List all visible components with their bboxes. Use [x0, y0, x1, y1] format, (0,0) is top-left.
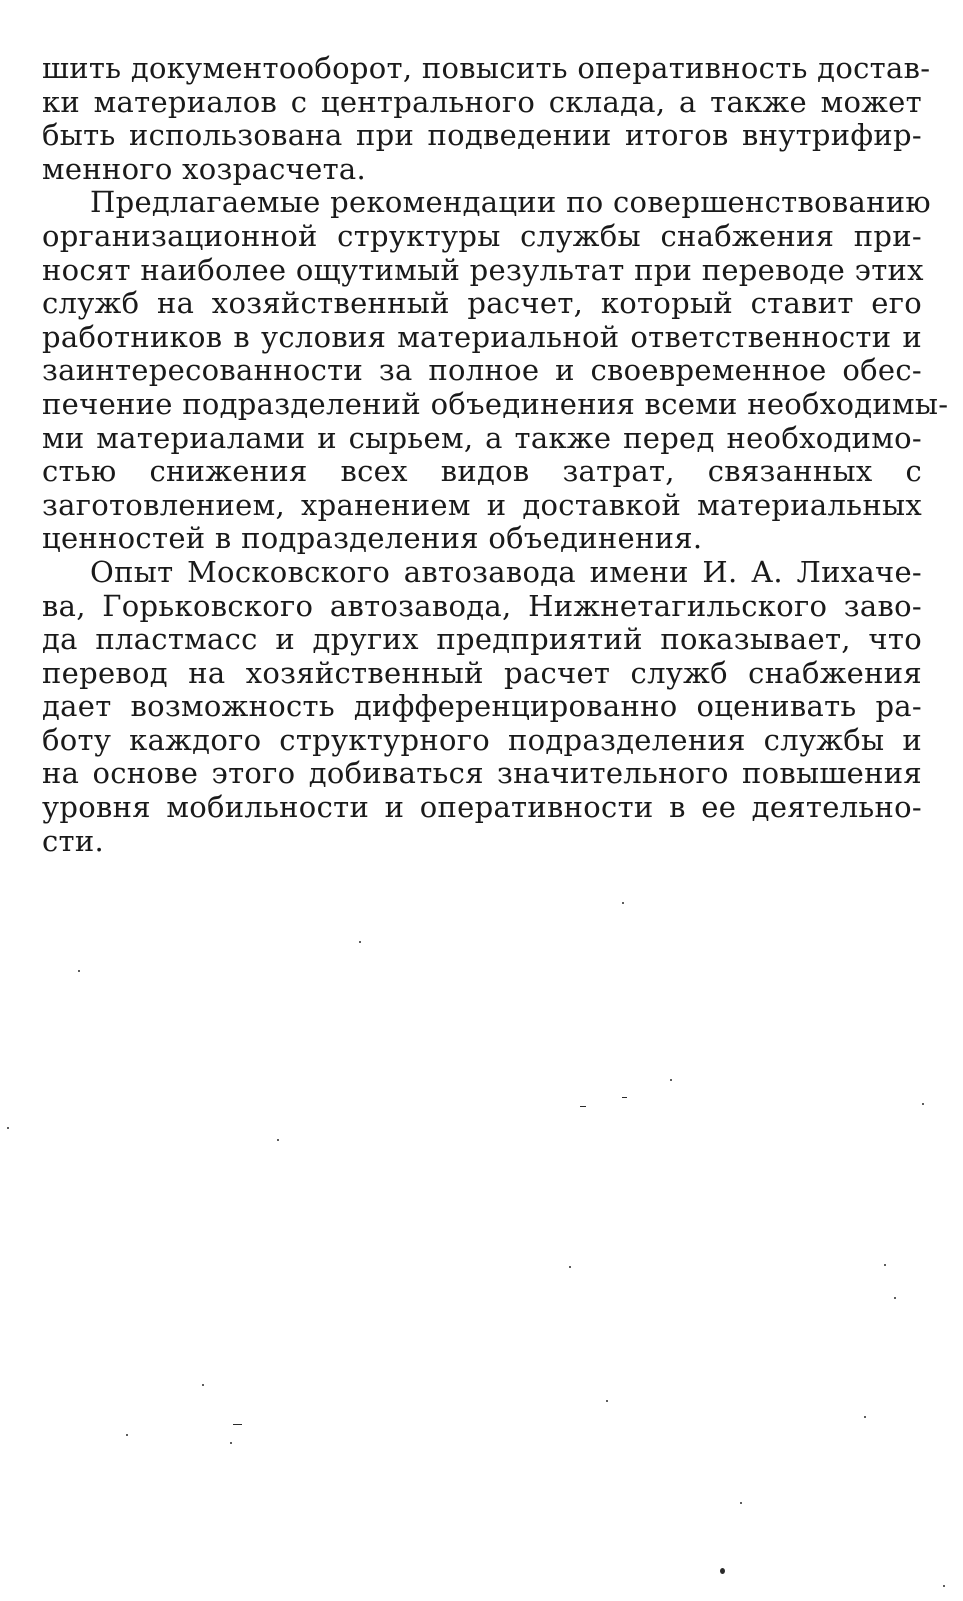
text-line: да пластмасс и других предприятий показывает, что [42, 622, 922, 657]
text-line: заинтересованности за полное и своевременное обес- [42, 353, 922, 388]
text-line: на основе этого добиваться значительного повышения [42, 756, 922, 791]
text-line: служб на хозяйственный расчет, который ставит его [42, 286, 922, 321]
scan-speck [230, 1442, 232, 1444]
scan-speck [359, 941, 361, 943]
text-line: стью снижения всех видов затрат, связанных с [42, 454, 922, 489]
text-line: организационной структуры службы снабжения при- [42, 218, 922, 253]
scan-speck [78, 970, 80, 972]
body-text [42, 51, 949, 858]
text-line: ми материалами и сырьем, а также перед необходимо- [42, 420, 922, 455]
text-line: Предлагаемые рекомендации по совершенствованию [90, 185, 931, 220]
scan-speck [720, 1568, 725, 1574]
text-line: печение подразделений объединения всеми необходимы- [42, 386, 949, 421]
scan-speck [233, 1424, 242, 1425]
scan-speck [670, 1079, 672, 1081]
text-line: шить документооборот, повысить оперативность достав- [42, 51, 931, 85]
text-line: ценностей в подразделения объединения. [42, 521, 703, 556]
scan-speck [202, 1384, 204, 1386]
scan-speck [894, 1297, 896, 1299]
text-line: носят наиболее ощутимый результат при переводе этих [42, 252, 924, 287]
scan-speck [884, 1264, 886, 1266]
text-line: дает возможность дифференцированно оценивать ра- [42, 689, 922, 724]
scan-speck [606, 1400, 608, 1402]
scan-speck [864, 1416, 866, 1418]
text-line: ки материалов с центрального склада, а также может [42, 84, 922, 119]
text-line: уровня мобильности и оперативности в ее деятельно- [42, 790, 922, 825]
scan-speck [277, 1139, 279, 1141]
scan-speck [622, 902, 624, 904]
text-line: боту каждого структурного подразделения службы и [42, 722, 922, 757]
text-line: заготовлением, хранением и доставкой материальных [42, 487, 922, 522]
text-line: Опыт Московского автозавода имени И. А. Лихаче- [90, 554, 922, 589]
scan-speck [622, 1097, 627, 1098]
scan-speck [740, 1502, 742, 1504]
text-line: быть использована при подведении итогов внутрифир- [42, 118, 922, 153]
scan-speck [580, 1106, 586, 1107]
text-line: ва, Горьковского автозавода, Нижнетагильского заво- [42, 588, 922, 623]
text-line: работников в условия материальной ответственности и [42, 319, 922, 354]
text-line: сти. [42, 823, 105, 858]
text-line: перевод на хозяйственный расчет служб снабжения [42, 655, 922, 690]
text-line: менного хозрасчета. [42, 151, 367, 186]
scan-speck [7, 1127, 9, 1129]
scan-speck [126, 1434, 128, 1436]
scan-speck [922, 1103, 924, 1105]
scan-speck [943, 1585, 945, 1587]
scan-speck [569, 1266, 571, 1268]
